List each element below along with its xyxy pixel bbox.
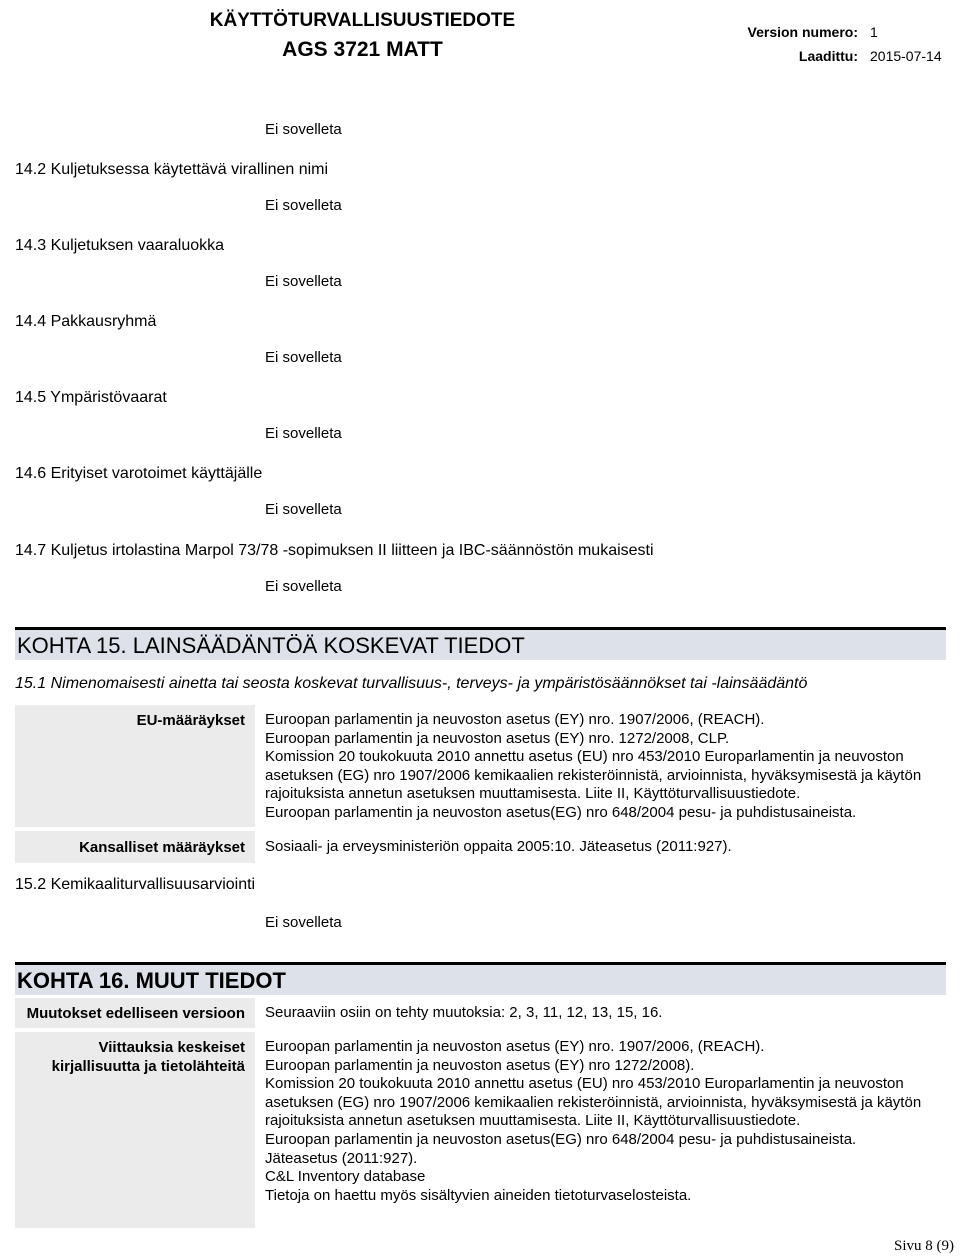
changes-label: Muutokset edelliseen versioon [26, 1005, 245, 1022]
changes-value: Seuraaviin osiin on tehty muutoksia: 2, 3, 11, 12, 13, 15, 16. [265, 1004, 663, 1021]
national-regulations-label-cell [15, 831, 255, 863]
value-14-3: Ei sovelleta [265, 273, 342, 290]
reference-line: Euroopan parlamentin ja neuvoston asetus (EY) nro 1272/2008). [265, 1056, 695, 1074]
eu-line: Euroopan parlamentin ja neuvoston asetus (EY) nro. 1907/2006, (REACH). [265, 711, 765, 728]
references-label-line: Viittauksia keskeiset [98, 1039, 245, 1056]
value-14-2: Ei sovelleta [265, 197, 342, 214]
section-16-title: KOHTA 16. MUUT TIEDOT [17, 968, 286, 993]
reference-line: Euroopan parlamentin ja neuvoston asetus(EG) nro 648/2004 pesu- ja puhdistusaineista. [265, 1130, 857, 1148]
changes-value-cell [263, 998, 946, 1028]
value-14-6: Ei sovelleta [265, 501, 342, 518]
eu-regulations-value-cell [263, 705, 946, 827]
changes-label-cell [15, 998, 255, 1028]
product-name: AGS 3721 MATT [282, 38, 443, 61]
date-label: Laadittu: [798, 48, 858, 64]
page-number: Sivu 8 (9) [894, 1238, 954, 1254]
section-16-header [15, 962, 946, 995]
eu-line: Euroopan parlamentin ja neuvoston asetus(EG) nro 648/2004 pesu- ja puhdistusaineista. [265, 803, 857, 821]
label-14-3: 14.3 Kuljetuksen vaaraluokka [15, 237, 225, 254]
eu-line: asetuksen (EG) nro 1907/2006 kemikaalien rekisteröinnistä, arvioinnista, hyväksymisestä ja käytön [265, 766, 922, 784]
version-value: 1 [870, 24, 878, 40]
national-regulations-label: Kansalliset määräykset [79, 839, 245, 856]
reference-line: asetuksen (EG) nro 1907/2006 kemikaalien rekisteröinnistä, arvioinnista, hyväksymisestä ja käytön [265, 1093, 922, 1111]
reference-line: Tietoja on haettu myös sisältyvien aineiden tietoturvaselosteista. [265, 1186, 692, 1204]
subsection-15-2-title: 15.2 Kemikaaliturvallisuusarviointi [15, 876, 256, 893]
subsection-15-1-title: 15.1 Nimenomaisesti ainetta tai seosta koskevat turvallisuus-, terveys- ja ympäristösäännökset tai -lainsäädäntö [15, 675, 808, 692]
value-14-1: Ei sovelleta [265, 121, 342, 138]
eu-line: rajoituksista annetun asetuksen muuttamisesta. Liite II, Käyttöturvallisuustiedote. [265, 785, 801, 803]
label-14-6: 14.6 Erityiset varotoimet käyttäjälle [15, 465, 263, 482]
section-15-header [15, 627, 946, 660]
label-14-4: 14.4 Pakkausryhmä [15, 313, 157, 330]
references-label-line: kirjallisuutta ja tietolähteitä [51, 1058, 245, 1075]
label-14-5: 14.5 Ympäristövaarat [15, 389, 167, 406]
references-value-cell [263, 1032, 946, 1228]
eu-regulations-label-cell [15, 705, 255, 827]
value-14-4: Ei sovelleta [265, 349, 342, 366]
eu-regulations-label: EU-määräykset [136, 712, 245, 729]
eu-line: Euroopan parlamentin ja neuvoston asetus (EY) nro. 1272/2008, CLP. [265, 729, 730, 747]
value-14-5: Ei sovelleta [265, 425, 342, 442]
version-label: Version numero: [747, 24, 858, 40]
subsection-15-2-value: Ei sovelleta [265, 914, 342, 931]
label-14-7: 14.7 Kuljetus irtolastina Marpol 73/78 -sopimuksen II liitteen ja IBC-säännöstön mukaisesti [15, 542, 654, 559]
reference-line: Jäteasetus (2011:927). [265, 1149, 418, 1167]
value-14-7: Ei sovelleta [265, 578, 342, 595]
date-value: 2015-07-14 [870, 48, 942, 64]
section-15-title: KOHTA 15. LAINSÄÄDÄNTÖÄ KOSKEVAT TIEDOT [17, 633, 525, 658]
document-title: KÄYTTÖTURVALLISUUSTIEDOTE [209, 10, 516, 31]
national-regulations-value-cell [263, 831, 946, 863]
reference-line: C&L Inventory database [265, 1168, 426, 1186]
label-14-2: 14.2 Kuljetuksessa käytettävä virallinen nimi [15, 161, 329, 178]
national-regulations-value: Sosiaali- ja erveysministeriön oppaita 2005:10. Jäteasetus (2011:927). [265, 838, 732, 855]
eu-line: Komission 20 toukokuuta 2010 annettu asetus (EU) nro 453/2010 Europarlamentin ja neuvoston [265, 748, 904, 766]
references-label-cell [15, 1032, 255, 1228]
reference-line: Komission 20 toukokuuta 2010 annettu asetus (EU) nro 453/2010 Europarlamentin ja neuvoston [265, 1075, 904, 1093]
reference-line: Euroopan parlamentin ja neuvoston asetus (EY) nro. 1907/2006, (REACH). [265, 1038, 765, 1055]
reference-line: rajoituksista annetun asetuksen muuttamisesta. Liite II, Käyttöturvallisuustiedote. [265, 1112, 801, 1130]
